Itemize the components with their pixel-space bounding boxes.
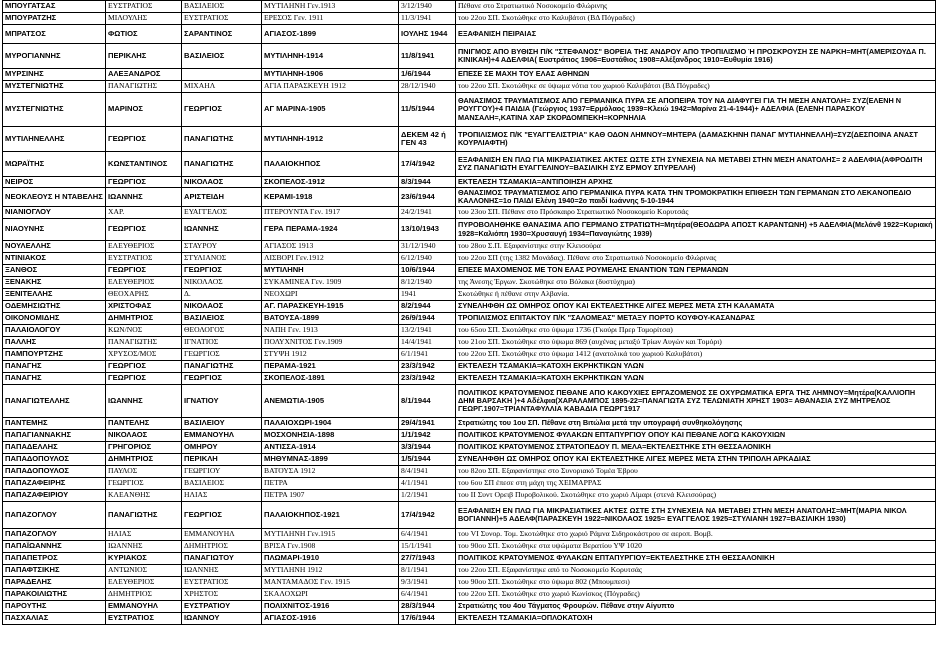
table-row [3, 601, 936, 613]
birthplace-cell: ΒΡΙΣΑ Γεν.1908 [262, 541, 399, 553]
table-row [3, 253, 936, 265]
surname-cell: ΠΑΠΑΖΟΓΛΟΥ [3, 502, 106, 529]
father-name-cell: ΠΑΝΑΓΙΩΤΗΣ [182, 361, 262, 373]
table-row [3, 361, 936, 373]
table-row [3, 337, 936, 349]
first-name-cell: ΘΕΟΧΑΡΗΣ [106, 289, 182, 301]
father-name-cell: ΒΑΣΙΛΕΙΟΣ [182, 1, 262, 13]
note-cell: ΠΟΛΙΤΙΚΟΣ ΚΡΑΤΟΥΜΕΝΟΣ ΣΤΡΑΤΟΠΕΔΟΥ Π. ΜΕΛΑ=ΕΚΤΕΛΕΣΤΗΚΕ ΣΤΗ ΘΕΣΣΑΛΟΝΙΚΗ [456, 442, 936, 454]
first-name-cell: ΕΛΕΥΘΕΡΙΟΣ [106, 241, 182, 253]
first-name-cell: ΕΛΕΥΘΕΡΙΟΣ [106, 577, 182, 589]
casualty-table [2, 0, 936, 625]
table-row [3, 93, 936, 127]
date-cell: 1/1/1942 [399, 430, 456, 442]
surname-cell: ΠΑΠΑΖΑΦΕΙΡΙΟΥ [3, 490, 106, 502]
date-cell: 1/5/1944 [399, 454, 456, 466]
surname-cell: ΝΙΑΟΥΝΗΣ [3, 219, 106, 241]
birthplace-cell: ΝΕΟΧΩΡΙ [262, 289, 399, 301]
table-row [3, 373, 936, 385]
date-cell: 15/1/1941 [399, 541, 456, 553]
surname-cell: ΠΑΝΑΓΗΣ [3, 373, 106, 385]
table-row [3, 385, 936, 418]
table-row [3, 69, 936, 81]
surname-cell: ΠΑΝΤΕΜΗΣ [3, 418, 106, 430]
first-name-cell: ΑΝΤΩΝΙΟΣ [106, 565, 182, 577]
table-row [3, 289, 936, 301]
father-name-cell: ΓΕΩΡΓΙΟΣ [182, 93, 262, 127]
father-name-cell: ΙΩΑΝΝΗΣ [182, 565, 262, 577]
note-cell: ΕΠΕΣΕ ΜΑΧΟΜΕΝΟΣ ΜΕ ΤΟΝ ΕΛΑΣ ΡΟΥΜΕΛΗΣ ΕΝΑΝΤΙΟΝ ΤΩΝ ΓΕΡΜΑΝΩΝ [456, 265, 936, 277]
first-name-cell: ΕΛΕΥΘΕΡΙΟΣ [106, 277, 182, 289]
father-name-cell: ΧΡΗΣΤΟΣ [182, 589, 262, 601]
note-cell: του 22ου ΣΠ. Εξαφανίστηκε από το Νοσοκομείο Κορυτσάς [456, 565, 936, 577]
father-name-cell: ΒΑΣΙΛΕΙΟΣ [182, 313, 262, 325]
surname-cell: ΠΑΝΑΓΗΣ [3, 361, 106, 373]
note-cell: ΕΚΤΕΛΕΣΗ ΤΣΑΜΑΚΙΑ=ΚΑΤΟΧΗ ΕΚΡΗΚΤΙΚΩΝ ΥΛΩΝ [456, 361, 936, 373]
note-cell: του 22ου ΣΠ. Σκοτώθηκε στο χωριό Κωνίσκος (Πόγραδες) [456, 589, 936, 601]
father-name-cell: ΠΕΡΙΚΛΗ [182, 454, 262, 466]
surname-cell: ΠΑΣΧΑΛΙΑΣ [3, 613, 106, 625]
date-cell: 17/4/1942 [399, 152, 456, 177]
date-cell: 24/2/1941 [399, 207, 456, 219]
surname-cell: ΜΥΣΤΕΓΝΙΩΤΗΣ [3, 93, 106, 127]
note-cell: ΠΟΛΙΤΙΚΟΣ ΚΡΑΤΟΥΜΕΝΟΣ ΦΥΛΑΚΩΝ ΕΠΤΑΠΥΡΓΙΟΥ=ΕΚΤΕΛΕΣΤΗΚΕ ΣΤΗ ΘΕΣΣΑΛΟΝΙΚΗ [456, 553, 936, 565]
birthplace-cell: ΣΚΑΛΟΧΩΡΙ [262, 589, 399, 601]
birthplace-cell: ΠΕΤΡΑ [262, 478, 399, 490]
birthplace-cell: ΠΑΛΑΙΟΚΗΠΟΣ-1921 [262, 502, 399, 529]
surname-cell: ΞΕΝΑΚΗΣ [3, 277, 106, 289]
father-name-cell: ΙΩΑΝΝΗΣ [182, 219, 262, 241]
first-name-cell: ΙΩΑΝΝΗΣ [106, 541, 182, 553]
first-name-cell: ΚΩΝ/ΝΟΣ [106, 325, 182, 337]
surname-cell: ΟΔΕΜΗΣΙΩΤΗΣ [3, 301, 106, 313]
birthplace-cell: ΑΓΙΑ ΠΑΡΑΣΚΕΥΗ 1912 [262, 81, 399, 93]
birthplace-cell: ΒΑΤΟΥΣΑ-1899 [262, 313, 399, 325]
birthplace-cell: ΜΥΤΙΛΗΝΗ-1906 [262, 69, 399, 81]
date-cell: 11/3/1941 [399, 13, 456, 25]
table-row [3, 349, 936, 361]
table-row [3, 241, 936, 253]
father-name-cell: ΝΙΚΟΛΑΟΣ [182, 277, 262, 289]
table-row [3, 44, 936, 69]
note-cell: του 6ου ΣΠ έπεσε στη μάχη της ΧΕΙΜΑΡΡΑΣ [456, 478, 936, 490]
father-name-cell: ΙΓΝΑΤΙΟΥ [182, 385, 262, 418]
note-cell: ΠΥΡΟΒΟΛΗΘΗΚΕ ΘΑΝΑΣΙΜΑ ΑΠΟ ΓΕΡΜΑΝΟ ΣΤΡΑΤΙΩΤΗ=Μητέρα(ΘΕΟΔΩΡΑ ΑΠΟΣΤ ΚΑΡΑΝΤΩΝΗ) +5 ΑΔΕΛΦΙΑ(Μελάνθ 1922=Κυριακή 1928=Καλιόπη 1930=Χρυσαυγή 1934=Παναγιώτης 1939) [456, 219, 936, 241]
date-cell: 10/6/1944 [399, 265, 456, 277]
note-cell: ΠΝΙΓΜΟΣ ΑΠΟ ΒΥΘΙΣΗ Π/Κ "ΣΤΕΦΑΝΟΣ" ΒΟΡΕΙΑ ΤΗΣ ΑΝΔΡΟΥ ΑΠΟ ΤΡΟΠΙΛΙΣΜΟ Ή ΠΡΟΣΚΡΟΥΣΗ ΣΕ ΝΑΡΚΗ=ΜΗΤ(ΑΜΕΡΙΣΟΥΔΑ Π. ΚΙΝΙΚΑΗ)+4 ΑΔΕΛΦΙΑ( Ευστράτιος 1906=Ευστάθιος 1908=Αλέξανδρος 1910=Ευθυμία 1916) [456, 44, 936, 69]
note-cell: ΕΚΤΕΛΕΣΗ ΤΣΑΜΑΚΙΑ=ΟΠΛΟΚΑΤΟΧΗ [456, 613, 936, 625]
first-name-cell: ΓΡΗΓΟΡΙΟΣ [106, 442, 182, 454]
date-cell: 8/1/1941 [399, 565, 456, 577]
note-cell: του 90ου ΣΠ. Σκοτώθηκε στο ύψωμα 802 (Μπουμπεσι) [456, 577, 936, 589]
birthplace-cell: ΚΕΡΑΜΙ-1918 [262, 188, 399, 207]
date-cell: 6/4/1941 [399, 589, 456, 601]
table-row [3, 589, 936, 601]
table-row [3, 454, 936, 466]
father-name-cell: ΕΜΜΑΝΟΥΗΛ [182, 430, 262, 442]
first-name-cell: ΜΙΛΟΥΛΗΣ [106, 13, 182, 25]
father-name-cell: ΕΥΣΤΡΑΤΙΟΣ [182, 13, 262, 25]
father-name-cell: ΑΡΙΣΤΕΙΔΗ [182, 188, 262, 207]
surname-cell: ΠΑΠΑΔΕΛΛΗΣ [3, 442, 106, 454]
first-name-cell: ΝΙΚΟΛΑΟΣ [106, 430, 182, 442]
first-name-cell: ΚΛΕΑΝΘΗΣ [106, 490, 182, 502]
birthplace-cell: ΜΥΤΙΛΗΝΗ 1912 [262, 565, 399, 577]
table-row [3, 265, 936, 277]
table-row [3, 490, 936, 502]
father-name-cell: Δ. [182, 289, 262, 301]
birthplace-cell: ΑΝΕΜΩΤΙΑ-1905 [262, 385, 399, 418]
date-cell: 11/8/1941 [399, 44, 456, 69]
first-name-cell: ΓΕΩΡΓΙΟΣ [106, 478, 182, 490]
date-cell: 9/3/1941 [399, 577, 456, 589]
date-cell: 1/2/1941 [399, 490, 456, 502]
birthplace-cell: ΠΟΛΙΧΝΙΤΟΣ-1916 [262, 601, 399, 613]
date-cell: 31/12/1940 [399, 241, 456, 253]
first-name-cell: ΜΑΡΙΝΟΣ [106, 93, 182, 127]
table-row [3, 325, 936, 337]
father-name-cell: ΠΑΝΑΓΙΩΤΗΣ [182, 127, 262, 152]
surname-cell: ΝΤΙΝΙΑΚΟΣ [3, 253, 106, 265]
note-cell: ΤΡΟΠΙΛΙΣΜΟΣ ΕΠΙΤΑΚΤΟΥ Π/Κ "ΣΑΛΟΜΕΑΣ" ΜΕΤΑΞΥ ΠΟΡΤΟ ΚΟΥΦΟΥ-ΚΑΣΑΝΔΡΑΣ [456, 313, 936, 325]
table-row [3, 553, 936, 565]
birthplace-cell: ΜΟΣΧΟΝΗΣΙΑ-1898 [262, 430, 399, 442]
father-name-cell: ΘΕΟΛΟΓΟΣ [182, 325, 262, 337]
first-name-cell: ΓΕΩΡΓΙΟΣ [106, 127, 182, 152]
father-name-cell: ΕΥΑΓΓΕΛΟΣ [182, 207, 262, 219]
note-cell: ΕΠΕΣΕ ΣΕ ΜΑΧΗ ΤΟΥ ΕΛΑΣ ΑΘΗΝΩΝ [456, 69, 936, 81]
note-cell: του 22ου ΣΠ (της 1382 Μονάδας). Πέθανε στο Στρατιωτικό Νοσοκομείο Φλώρινας [456, 253, 936, 265]
table-row [3, 430, 936, 442]
first-name-cell: ΠΑΥΛΟΣ [106, 466, 182, 478]
surname-cell: ΠΑΛΛΗΣ [3, 337, 106, 349]
first-name-cell: ΓΕΩΡΓΙΟΣ [106, 265, 182, 277]
first-name-cell: ΠΑΝΑΓΙΩΤΗΣ [106, 502, 182, 529]
date-cell: 6/12/1940 [399, 253, 456, 265]
father-name-cell: ΣΤΑΥΡΟΥ [182, 241, 262, 253]
date-cell: ΔΕΚΕΜ 42 ή ΓΕΝ 43 [399, 127, 456, 152]
birthplace-cell: ΜΥΤΙΛΗΝΗ-1914 [262, 44, 399, 69]
surname-cell: ΜΥΤΙΛΗΝΕΛΛΗΣ [3, 127, 106, 152]
note-cell: του 90ου ΣΠ. Σκοτώθηκε στα υψώματα Βερατίου ΥΨ 1020 [456, 541, 936, 553]
note-cell: Στρατιώτης του 4ου Τάγματος Φρουρών. Πέθανε στην Αίγυπτο [456, 601, 936, 613]
father-name-cell: ΓΕΩΡΓΙΟΣ [182, 373, 262, 385]
date-cell: 17/4/1942 [399, 502, 456, 529]
table-row [3, 541, 936, 553]
first-name-cell: ΠΑΝΤΕΛΗΣ [106, 418, 182, 430]
first-name-cell: ΠΕΡΙΚΛΗΣ [106, 44, 182, 69]
first-name-cell: ΔΗΜΗΤΡΙΟΣ [106, 313, 182, 325]
table-row [3, 478, 936, 490]
surname-cell: ΠΑΡΑΚΟΙΛΙΩΤΗΣ [3, 589, 106, 601]
surname-cell: ΠΑΠΑΔΟΠΟΥΛΟΣ [3, 454, 106, 466]
date-cell: 6/1/1941 [399, 349, 456, 361]
father-name-cell: ΓΕΩΡΓΙΟΥ [182, 466, 262, 478]
table-row [3, 188, 936, 207]
father-name-cell: ΔΗΜΗΤΡΙΟΣ [182, 541, 262, 553]
father-name-cell: ΒΑΣΙΛΕΙΟΣ [182, 44, 262, 69]
table-body [3, 1, 936, 625]
table-row [3, 1, 936, 13]
table-row [3, 466, 936, 478]
father-name-cell: ΗΛΙΑΣ [182, 490, 262, 502]
first-name-cell: ΕΜΜΑΝΟΥΗΛ [106, 601, 182, 613]
father-name-cell: ΒΑΣΙΛΕΙΟΣ [182, 478, 262, 490]
first-name-cell: ΕΥΣΤΡΑΤΙΟΣ [106, 1, 182, 13]
surname-cell: ΟΙΚΟΝΟΜΙΔΗΣ [3, 313, 106, 325]
note-cell: του 65ου ΣΠ. Σκοτώθηκε στο ύψωμα 1736 (Γκούρι Πρερ Τομορίτσα) [456, 325, 936, 337]
surname-cell: ΜΥΡΟΓΙΑΝΝΗΣ [3, 44, 106, 69]
birthplace-cell: ΠΟΛΥΧΝΙΤΟΣ Γεν.1909 [262, 337, 399, 349]
surname-cell: ΠΑΠΑΦΤΣΙΚΗΣ [3, 565, 106, 577]
birthplace-cell: ΠΕΡΑΜΑ-1921 [262, 361, 399, 373]
date-cell: 3/3/1944 [399, 442, 456, 454]
date-cell: ΙΟΥΛΗΣ 1944 [399, 25, 456, 44]
first-name-cell: ΙΩΑΝΝΗΣ [106, 385, 182, 418]
table-row [3, 502, 936, 529]
first-name-cell: ΧΡΙΣΤΟΦΑΣ [106, 301, 182, 313]
note-cell: Πέθανε στο Στρατιωτικό Νοσοκομείο Φλώρινης [456, 1, 936, 13]
father-name-cell: ΝΙΚΟΛΑΟΣ [182, 177, 262, 188]
birthplace-cell: ΣΥΚΑΜΙΝΕΑ Γεν. 1909 [262, 277, 399, 289]
surname-cell: ΝΕΟΚΛΕΟΥΣ Η ΝΤΑΒΕΛΗΣ [3, 188, 106, 207]
date-cell: 4/1/1941 [399, 478, 456, 490]
birthplace-cell: ΣΚΟΠΕΛΟΣ-1912 [262, 177, 399, 188]
birthplace-cell: ΠΑΛΑΙΟΧΩΡΙ-1904 [262, 418, 399, 430]
first-name-cell: ΠΑΝΑΓΙΩΤΗΣ [106, 81, 182, 93]
father-name-cell: ΙΓΝΑΤΙΟΣ [182, 337, 262, 349]
surname-cell: ΠΑΝΑΓΙΩΤΕΛΛΗΣ [3, 385, 106, 418]
surname-cell: ΠΑΠΑΠΕΤΡΟΣ [3, 553, 106, 565]
date-cell: 1941 [399, 289, 456, 301]
note-cell: ΣΥΝΕΛΗΦΘΗ ΩΣ ΟΜΗΡΟΣ ΟΠΟΥ ΚΑΙ ΕΚΤΕΛΕΣΤΗΚΕ ΛΙΓΕΣ ΜΕΡΕΣ ΜΕΤΑ ΣΤΗ ΚΑΛΑΜΑΤΑ [456, 301, 936, 313]
birthplace-cell: ΜΑΝΤΑΜΑΔΟΣ Γεν. 1915 [262, 577, 399, 589]
birthplace-cell: ΜΥΤΙΛΗΝΗ Γεν.1913 [262, 1, 399, 13]
surname-cell: ΞΕΝΙΤΕΛΛΗΣ [3, 289, 106, 301]
birthplace-cell: ΕΡΕΣΟΣ Γεν. 1911 [262, 13, 399, 25]
note-cell: ΕΞΑΦΑΝΙΣΗ ΠΕΙΡΑΙΑΣ [456, 25, 936, 44]
note-cell: του 22ου ΣΠ. Σκοτώθηκε στο Καλυβάτσι (ΒΔ Πόγραδες) [456, 13, 936, 25]
table-row [3, 301, 936, 313]
date-cell: 8/2/1944 [399, 301, 456, 313]
note-cell: Σκοτώθηκε ή πέθανε στην Αλβανία. [456, 289, 936, 301]
table-row [3, 81, 936, 93]
first-name-cell: ΗΛΙΑΣ [106, 529, 182, 541]
surname-cell: ΜΩΡΑΪΤΗΣ [3, 152, 106, 177]
note-cell: του 22ου ΣΠ. Σκοτώθηκε στο ύψωμα 1412 (ανατολικά του χωριού Καλυβάτσι) [456, 349, 936, 361]
first-name-cell: ΙΩΑΝΝΗΣ [106, 188, 182, 207]
father-name-cell: ΓΕΩΡΓΙΟΣ [182, 265, 262, 277]
first-name-cell: ΧΡΥΣΟΣ/ΜΟΣ [106, 349, 182, 361]
date-cell: 28/12/1940 [399, 81, 456, 93]
surname-cell: ΠΑΠΑΓΙΑΝΝΑΚΗΣ [3, 430, 106, 442]
date-cell: 8/3/1944 [399, 177, 456, 188]
date-cell: 13/2/1941 [399, 325, 456, 337]
surname-cell: ΠΑΡΟΥΤΗΣ [3, 601, 106, 613]
note-cell: του 28ου Σ.Π. Εξαφανίστηκε στην Κλεισούρα [456, 241, 936, 253]
birthplace-cell: ΛΙΣΒΟΡΙ Γεν.1912 [262, 253, 399, 265]
birthplace-cell: ΒΑΤΟΥΣΑ 1912 [262, 466, 399, 478]
first-name-cell: ΔΗΜΗΤΡΙΟΣ [106, 454, 182, 466]
birthplace-cell: ΠΛΩΜΑΡΙ-1910 [262, 553, 399, 565]
note-cell: του 22ου ΣΠ. Σκοτώθηκε σε ύψωμα νότια του χωριού Καλυβάτσι (ΒΔ Πόγραδες) [456, 81, 936, 93]
surname-cell: ΠΑΡΑΔΕΛΗΣ [3, 577, 106, 589]
note-cell: ΕΞΑΦΑΝΙΣΗ ΕΝ ΠΛΩ ΓΙΑ ΜΙΚΡΑΣΙΑΤΙΚΕΣ ΑΚΤΕΣ ΩΣΤΕ ΣΤΗ ΣΥΝΕΧΕΙΑ ΝΑ ΜΕΤΑΒΕΙ ΣΤΗΝ ΜΕΣΗ ΑΝΑΤΟΛΗΣ= 2 ΑΔΕΛΦΙΑ(ΑΦΡΟΔΙΤΗ ΣΥΖ ΠΑΝΑΓΙΩΤΗ ΕΥΑΓΓΕΛΙΝΟΥ=ΒΑΣΙΛΙΚΗ ΣΥΖ ΕΡΜΟΥ ΣΠΥΡΕΛΛΗ) [456, 152, 936, 177]
date-cell: 23/3/1942 [399, 361, 456, 373]
table-row [3, 577, 936, 589]
table-row [3, 25, 936, 44]
surname-cell: ΜΠΡΑΤΣΟΣ [3, 25, 106, 44]
note-cell: ΕΚΤΕΛΕΣΗ ΤΣΑΜΑΚΙΑ=ΚΑΤΟΧΗ ΕΚΡΗΚΤΙΚΩΝ ΥΛΩΝ [456, 373, 936, 385]
father-name-cell [182, 69, 262, 81]
first-name-cell: ΓΕΩΡΓΙΟΣ [106, 177, 182, 188]
surname-cell: ΜΠΟΥΓΑΤΣΑΣ [3, 1, 106, 13]
note-cell: ΘΑΝΑΣΙΜΟΣ ΤΡΑΥΜΑΤΙΣΜΟΣ ΑΠΟ ΓΕΡΜΑΝΙΚΑ ΠΥΡΑ ΣΕ ΑΠΟΠΕΙΡΑ ΤΟΥ ΝΑ ΔΙΑΦΥΓΕΙ ΓΙΑ ΤΗ ΜΕΣΗ ΑΝΑΤΟΛΗ= ΣΥΖ(ΕΛΕΝΗ Ν ΡΟΥΓΓΟΥ)+4 ΠΑΙΔΙΑ (Γεώργιος 1937=Ερμόλαος 1939=Κλειώ 1942=Μαρίνα 21-4-1944)+ ΑΔΕΛΦΙΑ (ΕΛΕΝΗ ΠΑΡΑΣΚΟΥ ΜΑΝΣΑΛΗ=,ΚΑΤΙΝΑ ΧΑΡ ΣΚΟΡΔΟΜΠΕΚΗ=ΚΟΡΝΗΛΙΑ [456, 93, 936, 127]
birthplace-cell: ΑΓΙΑΣΟΣ 1913 [262, 241, 399, 253]
surname-cell: ΠΑΠΑΪΩΑΝΝΗΣ [3, 541, 106, 553]
date-cell: 27/7/1943 [399, 553, 456, 565]
surname-cell: ΝΟΥΛΕΛΛΗΣ [3, 241, 106, 253]
birthplace-cell: ΑΓ. ΠΑΡΑΣΚΕΥΗ-1915 [262, 301, 399, 313]
date-cell: 28/3/1944 [399, 601, 456, 613]
date-cell: 3/12/1940 [399, 1, 456, 13]
birthplace-cell: ΑΓΙΑΣΟΣ-1916 [262, 613, 399, 625]
note-cell: του ΙΙ Συντ Ορειβ Πυροβολικού. Σκοτώθηκε στο χωριό Λίμαρι (στενά Κλεισούρας) [456, 490, 936, 502]
father-name-cell: ΙΩΑΝΝΟΥ [182, 613, 262, 625]
date-cell: 11/5/1944 [399, 93, 456, 127]
note-cell: της Άνεσης Έργων. Σκοτώθηκε στο Βόλακα (δυστύχημα) [456, 277, 936, 289]
father-name-cell: ΠΑΝΑΓΙΩΤΗΣ [182, 152, 262, 177]
father-name-cell: ΓΕΩΡΓΙΟΣ [182, 349, 262, 361]
note-cell: ΠΟΛΙΤΙΚΟΣ ΚΡΑΤΟΥΜΕΝΟΣ ΦΥΛΑΚΩΝ ΕΠΤΑΠΥΡΓΙΟΥ ΟΠΟΥ ΚΑΙ ΠΕΘΑΝΕ ΛΟΓΩ ΚΑΚΟΥΧΙΩΝ [456, 430, 936, 442]
date-cell: 8/4/1941 [399, 466, 456, 478]
birthplace-cell: ΜΥΤΙΛΗΝΗ Γεν.1915 [262, 529, 399, 541]
date-cell: 26/9/1944 [399, 313, 456, 325]
date-cell: 23/6/1944 [399, 188, 456, 207]
surname-cell: ΠΑΠΑΖΑΦΕΙΡΗΣ [3, 478, 106, 490]
note-cell: ΠΟΛΙΤΙΚΟΣ ΚΡΑΤΟΥΜΕΝΟΣ ΠΕΘΑΝΕ ΑΠΟ ΚΑΚΟΥΧΙΕΣ ΕΡΓΑΖΟΜΕΝΟΣ ΣΕ ΟΧΥΡΩΜΑΤΙΚΑ ΕΡΓΑ ΤΗΣ ΛΗΜΝΟΥ=Μητέρα(ΚΑΛΛΙΟΠΗ ΔΗΜ ΒΑΡΣΑΚΗ )+4 Αδέλφια(ΧΑΡΑΛΑΜΠΟΣ 1895-22=ΠΑΝΑΓΙΩΤΑ ΣΥΖ ΤΕΛΩΝΙΑΤΗ ΧΡΗΣΤ 1903= ΑΘΑΝΑΣΙΑ ΣΥΖ ΜΗΤΡΕΛΟΣ ΓΕΩΡΓ.1907=ΤΡΙΑΝΤΑΦΥΛΛΙΑ ΚΑΒΑΔΙΑ ΓΕΩΡΓ1917 [456, 385, 936, 418]
father-name-cell: ΓΕΩΡΓΙΟΣ [182, 502, 262, 529]
birthplace-cell: ΣΤΥΨΗ 1912 [262, 349, 399, 361]
birthplace-cell: ΜΥΤΙΛΗΝΗ [262, 265, 399, 277]
note-cell: του VI Συνορ. Τομ. Σκοτώθηκε στο χωριό Ράμνα Σιδηροκάστρου σε αεροπ. Βομβ. [456, 529, 936, 541]
note-cell: ΤΡΟΠΙΛΙΣΜΟΣ Π/Κ "ΕΥΑΓΓΕΛΙΣΤΡΙΑ" ΚΑΘ ΟΔΟΝ ΛΗΜΝΟΥ=ΜΗΤΕΡΑ (ΔΑΜΑΣΚΗΝΗ ΠΑΝΑΓ ΜΥΤΙΛΗΝΕΛΛΗ)=ΣΥΖ(ΔΕΣΠΟΙΝΑ ΑΝΑΣΤ ΚΟΥΡΛΙΑΦΤΗ) [456, 127, 936, 152]
father-name-cell: ΜΙΧΑΗΛ [182, 81, 262, 93]
surname-cell: ΜΠΟΥΡΑΤΖΗΣ [3, 13, 106, 25]
table-row [3, 418, 936, 430]
father-name-cell: ΟΜΗΡΟΥ [182, 442, 262, 454]
note-cell: ΕΚΤΕΛΕΣΗ ΤΣΑΜΑΚΙΑ=ΑΝΤΙΠΟΙΗΣΗ ΑΡΧΗΣ [456, 177, 936, 188]
surname-cell: ΝΙΑΝΙΟΓΛΟΥ [3, 207, 106, 219]
table-row [3, 127, 936, 152]
first-name-cell: ΓΕΩΡΓΙΟΣ [106, 373, 182, 385]
surname-cell: ΝΕΙΡΟΣ [3, 177, 106, 188]
table-row [3, 442, 936, 454]
birthplace-cell: ΝΑΠΗ Γεν. 1913 [262, 325, 399, 337]
surname-cell: ΜΥΣΤΕΓΝΙΩΤΗΣ [3, 81, 106, 93]
father-name-cell: ΕΥΣΤΡΑΤΙΟΣ [182, 577, 262, 589]
birthplace-cell: ΠΤΕΡΟΥΝΤΑ Γεν. 1917 [262, 207, 399, 219]
table-row [3, 219, 936, 241]
father-name-cell: ΣΑΡΑΝΤΙΝΟΣ [182, 25, 262, 44]
table-row [3, 613, 936, 625]
birthplace-cell: ΓΕΡΑ ΠΕΡΑΜΑ-1924 [262, 219, 399, 241]
table-row [3, 13, 936, 25]
father-name-cell: ΣΤΥΛΙΑΝΟΣ [182, 253, 262, 265]
note-cell: του 82ου ΣΠ. Εξαφανίστηκε στο Συνοριακό Τομέα Έβρου [456, 466, 936, 478]
surname-cell: ΠΑΜΠΟΥΡΤΖΗΣ [3, 349, 106, 361]
date-cell: 8/1/1944 [399, 385, 456, 418]
table-row [3, 152, 936, 177]
father-name-cell: ΝΙΚΟΛΑΟΣ [182, 301, 262, 313]
date-cell: 1/6/1944 [399, 69, 456, 81]
surname-cell: ΠΑΠΑΖΟΓΛΟΥ [3, 529, 106, 541]
first-name-cell: ΓΕΩΡΓΙΟΣ [106, 361, 182, 373]
table-row [3, 177, 936, 188]
date-cell: 29/4/1941 [399, 418, 456, 430]
note-cell: ΕΞΑΦΑΝΙΣΗ ΕΝ ΠΛΩ ΓΙΑ ΜΙΚΡΑΣΙΑΤΙΚΕΣ ΑΚΤΕΣ ΩΣΤΕ ΣΤΗ ΣΥΝΕΧΕΙΑ ΝΑ ΜΕΤΑΒΕΙ ΣΤΗΝ ΜΕΣΗ ΑΝΑΤΟΛΗΣ=ΜΗΤ(ΜΑΡΙΑ ΝΙΚΟΛ ΒΟΓΙΑΝΝΗ)+5 ΑΔΕΛΦ(ΠΑΡΑΣΚΕΥΗ 1922=ΝΙΚΟΛΑΟΣ 1925= ΕΥΑΓΓΕΛΟΣ 1925=ΣΤΥΛΙΑΝΗ 1927=ΒΑΣΙΛΙΚΗ 1930) [456, 502, 936, 529]
date-cell: 14/4/1941 [399, 337, 456, 349]
surname-cell: ΠΑΛΑΙΟΛΟΓΟΥ [3, 325, 106, 337]
first-name-cell: ΧΑΡ. [106, 207, 182, 219]
date-cell: 13/10/1943 [399, 219, 456, 241]
note-cell: του 21ου ΣΠ. Σκοτώθηκε στο ύψωμα 869 (αυχένας μεταξύ Τρίων Αυγών και Τομόρι) [456, 337, 936, 349]
table-row [3, 207, 936, 219]
note-cell: ΣΥΝΕΛΗΦΘΗ ΩΣ ΟΜΗΡΟΣ ΟΠΟΥ ΚΑΙ ΕΚΤΕΛΕΣΤΗΚΕ ΛΙΓΕΣ ΜΕΡΕΣ ΜΕΤΑ ΣΤΗΝ ΤΡΙΠΟΛΗ ΑΡΚΑΔΙΑΣ [456, 454, 936, 466]
date-cell: 6/4/1941 [399, 529, 456, 541]
first-name-cell: ΚΩΝΣΤΑΝΤΙΝΟΣ [106, 152, 182, 177]
first-name-cell: ΓΕΩΡΓΙΟΣ [106, 219, 182, 241]
surname-cell: ΠΑΠΑΔΟΠΟΥΛΟΣ [3, 466, 106, 478]
date-cell: 8/12/1940 [399, 277, 456, 289]
birthplace-cell: ΑΓΙΑΣΟΣ-1899 [262, 25, 399, 44]
first-name-cell: ΕΥΣΤΡΑΤΙΟΣ [106, 613, 182, 625]
table-row [3, 313, 936, 325]
birthplace-cell: ΣΚΟΠΕΛΟΣ-1891 [262, 373, 399, 385]
birthplace-cell: ΜΥΤΙΛΗΝΗ-1912 [262, 127, 399, 152]
note-cell: ΘΑΝΑΣΙΜΟΣ ΤΡΑΥΜΑΤΙΣΜΟΣ ΑΠΟ ΓΕΡΜΑΝΙΚΑ ΠΥΡΑ ΚΑΤΑ ΤΗΝ ΤΡΟΜΟΚΡΑΤΙΚΗ ΕΠΙΘΕΣΗ ΤΩΝ ΓΕΡΜΑΝΩΝ ΣΤΟ ΛΕΚΑΝΟΠΕΔΙΟ ΚΑΛΛΟΝΗΣ=1ο ΠΑΙΔΙ Ελένη 1940=2ο παιδί Ιωάννης 5-10-1944 [456, 188, 936, 207]
surname-cell: ΜΥΡΣΙΝΗΣ [3, 69, 106, 81]
table-row [3, 277, 936, 289]
table-row [3, 565, 936, 577]
first-name-cell: ΠΑΝΑΓΙΩΤΗΣ [106, 337, 182, 349]
birthplace-cell: ΑΝΤΙΣΣΑ-1914 [262, 442, 399, 454]
date-cell: 23/3/1942 [399, 373, 456, 385]
date-cell: 17/6/1944 [399, 613, 456, 625]
birthplace-cell: ΠΕΤΡΑ 1907 [262, 490, 399, 502]
father-name-cell: ΕΜΜΑΝΟΥΗΛ [182, 529, 262, 541]
father-name-cell: ΒΑΣΙΛΕΙΟΥ [182, 418, 262, 430]
first-name-cell: ΚΥΡΙΑΚΟΣ [106, 553, 182, 565]
father-name-cell: ΠΑΝΑΓΙΩΤΟΥ [182, 553, 262, 565]
first-name-cell: ΑΛΕΞΑΝΔΡΟΣ [106, 69, 182, 81]
note-cell: του 23ου ΣΠ. Πέθανε στο Πρόσκαιρο Στρατιωτικό Νοσοκομείο Κορυτσάς [456, 207, 936, 219]
first-name-cell: ΦΩΤΙΟΣ [106, 25, 182, 44]
surname-cell: ΞΑΝΘΟΣ [3, 265, 106, 277]
first-name-cell: ΕΥΣΤΡΑΤΙΟΣ [106, 253, 182, 265]
table-row [3, 529, 936, 541]
first-name-cell: ΔΗΜΗΤΡΙΟΣ [106, 589, 182, 601]
father-name-cell: ΕΥΣΤΡΑΤΙΟΥ [182, 601, 262, 613]
birthplace-cell: ΠΑΛΑΙΟΚΗΠΟΣ [262, 152, 399, 177]
birthplace-cell: ΑΓ ΜΑΡΙΝΑ-1905 [262, 93, 399, 127]
note-cell: Στρατιώτης του 1ου ΣΠ. Πέθανε στη Βιτώλια μετά την υπογραφή συνθηκολόγησης [456, 418, 936, 430]
birthplace-cell: ΜΗΘΥΜΝΑΣ-1899 [262, 454, 399, 466]
